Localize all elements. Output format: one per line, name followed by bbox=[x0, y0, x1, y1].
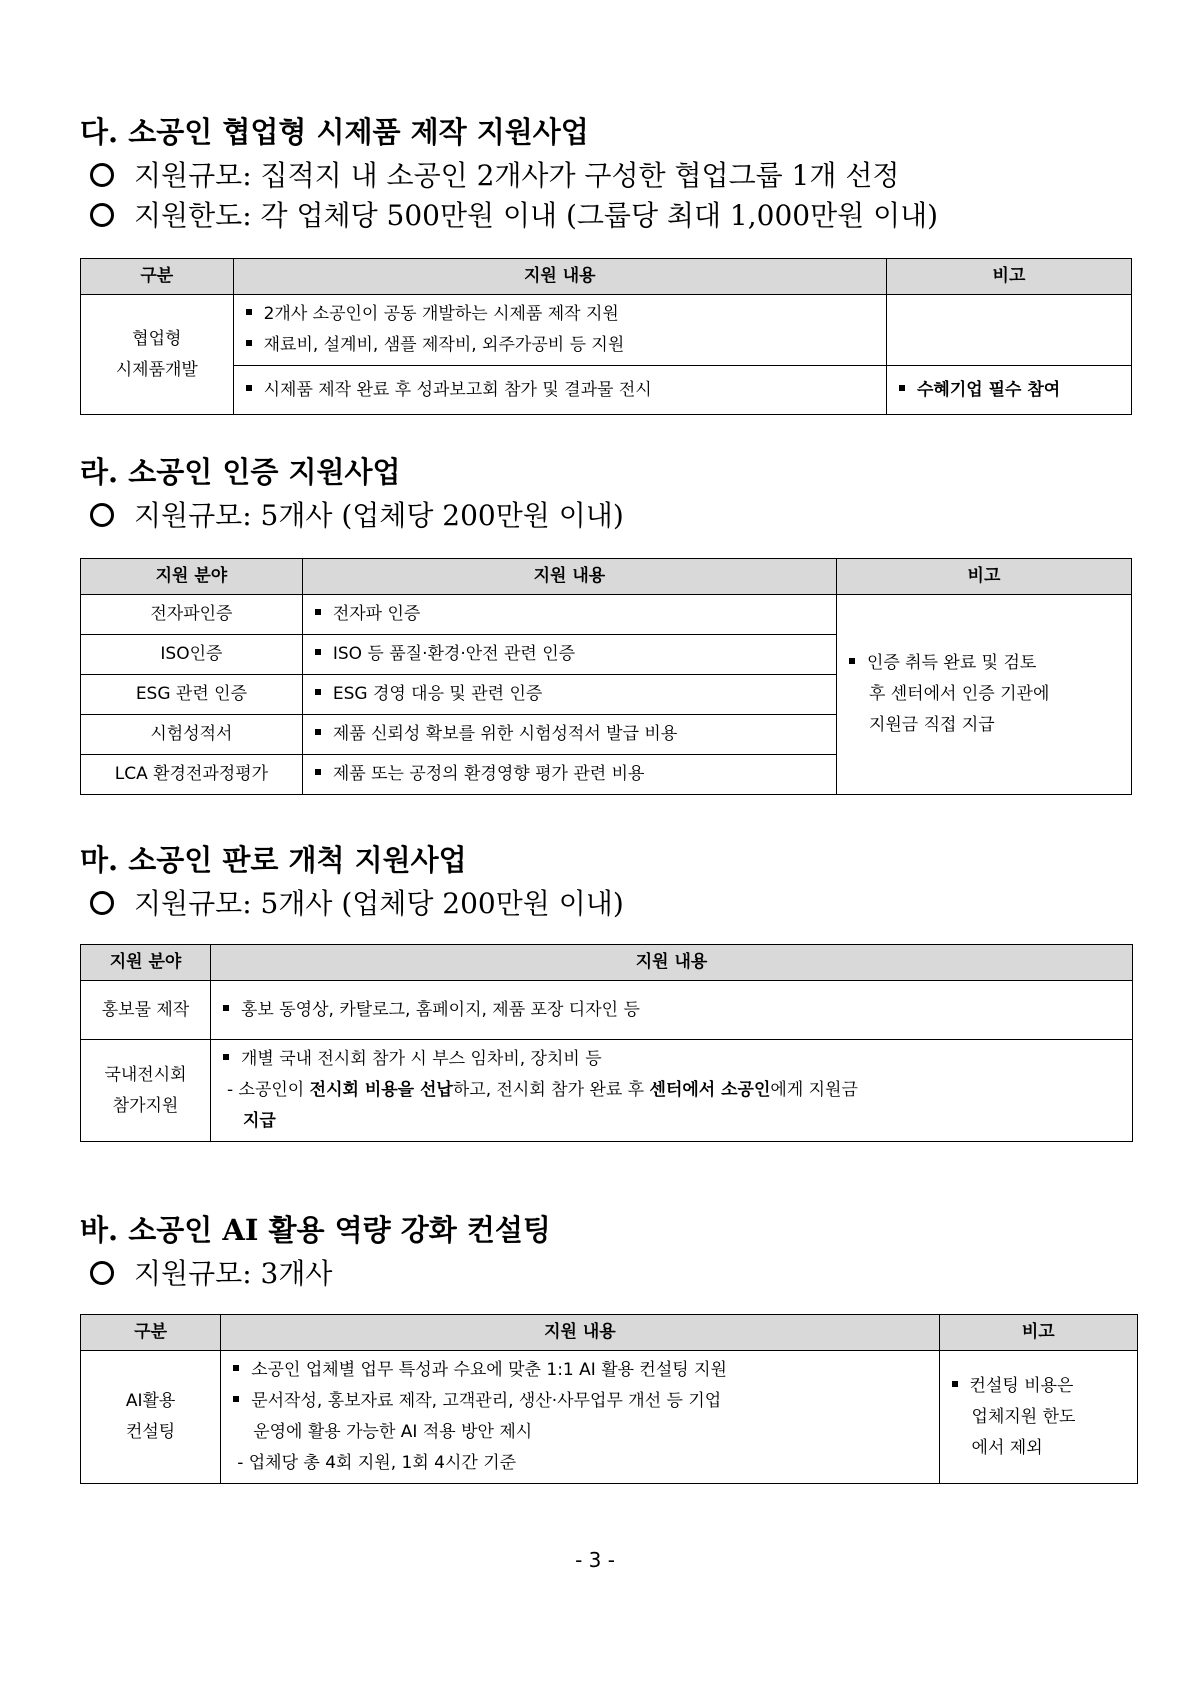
note-cell: 컨설팅 비용은 업체지원 한도 에서 제외 bbox=[939, 1351, 1137, 1484]
section-ma bbox=[80, 840, 624, 924]
note-cell: 수혜기업 필수 참여 bbox=[886, 366, 1131, 415]
field-cell: 전자파인증 bbox=[81, 595, 303, 635]
header-cell: 지원 분야 bbox=[81, 945, 211, 981]
row-label: AI활용 컨설팅 bbox=[81, 1351, 221, 1484]
square-bullet-icon bbox=[233, 1396, 239, 1402]
bullet-line: 지원규모: 3개사 bbox=[80, 1254, 551, 1294]
header-cell: 지원 내용 bbox=[211, 945, 1133, 981]
content-cell bbox=[233, 366, 886, 415]
square-bullet-icon bbox=[233, 1365, 239, 1371]
content-cell: 제품 신뢰성 확보를 위한 시험성적서 발급 비용 bbox=[302, 715, 836, 755]
bullet-line: 지원규모: 5개사 (업체당 200만원 이내) bbox=[80, 496, 624, 536]
circle-bullet-icon bbox=[90, 891, 114, 915]
square-bullet-icon bbox=[246, 385, 252, 391]
square-bullet-icon bbox=[952, 1381, 958, 1387]
square-bullet-icon bbox=[223, 1005, 229, 1011]
header-cell: 지원 내용 bbox=[302, 559, 836, 595]
table-ma bbox=[80, 944, 1133, 1142]
section-ra bbox=[80, 452, 624, 536]
square-bullet-icon bbox=[246, 309, 252, 315]
square-bullet-icon bbox=[849, 658, 855, 664]
header-cell: 지원 내용 bbox=[221, 1315, 939, 1351]
square-bullet-icon bbox=[315, 689, 321, 695]
content-cell: 개별 국내 전시회 참가 시 부스 임차비, 장치비 등 - 소공인이 전시회 비용을 선납하고, 전시회 참가 완료 후 센터에서 소공인에게 지원금 지급 bbox=[211, 1040, 1133, 1142]
section-title: 바. 소공인 AI 활용 역량 강화 컨설팅 bbox=[80, 1213, 551, 1247]
list-item: 2개사 소공인이 공동 개발하는 시제품 제작 지원 bbox=[242, 299, 878, 330]
field-cell: 홍보물 제작 bbox=[81, 981, 211, 1040]
header-cell: 지원 내용 bbox=[233, 259, 886, 295]
section-ba bbox=[80, 1210, 551, 1294]
content-cell: ISO 등 품질·환경·안전 관련 인증 bbox=[302, 635, 836, 675]
table-ra bbox=[80, 558, 1132, 795]
table-da bbox=[80, 258, 1132, 415]
header-cell: 지원 분야 bbox=[81, 559, 303, 595]
table-ba bbox=[80, 1314, 1138, 1484]
content-cell: 제품 또는 공정의 환경영향 평가 관련 비용 bbox=[302, 755, 836, 795]
field-cell: LCA 환경전과정평가 bbox=[81, 755, 303, 795]
header-cell: 비고 bbox=[939, 1315, 1137, 1351]
field-cell: ESG 관련 인증 bbox=[81, 675, 303, 715]
section-title: 다. 소공인 협업형 시제품 제작 지원사업 bbox=[80, 115, 589, 149]
section-title: 라. 소공인 인증 지원사업 bbox=[80, 455, 401, 489]
square-bullet-icon bbox=[223, 1054, 229, 1060]
square-bullet-icon bbox=[246, 340, 252, 346]
bullet-line: 지원한도: 각 업체당 500만원 이내 (그룹당 최대 1,000만원 이내) bbox=[80, 196, 938, 236]
section-da bbox=[80, 112, 938, 236]
page-number: - 3 - bbox=[575, 1548, 615, 1572]
list-item: 재료비, 설계비, 샘플 제작비, 외주가공비 등 지원 bbox=[242, 330, 878, 361]
square-bullet-icon bbox=[315, 729, 321, 735]
section-title: 마. 소공인 판로 개척 지원사업 bbox=[80, 843, 467, 877]
square-bullet-icon bbox=[315, 649, 321, 655]
field-cell: 시험성적서 bbox=[81, 715, 303, 755]
note-cell: 인증 취득 완료 및 검토 후 센터에서 인증 기관에 지원금 직접 지급 bbox=[836, 595, 1131, 795]
bullet-line: 지원규모: 5개사 (업체당 200만원 이내) bbox=[80, 884, 624, 924]
header-cell: 비고 bbox=[836, 559, 1131, 595]
header-cell: 구분 bbox=[81, 259, 234, 295]
note-cell bbox=[886, 295, 1131, 366]
circle-bullet-icon bbox=[90, 163, 114, 187]
content-cell: 전자파 인증 bbox=[302, 595, 836, 635]
content-cell: 소공인 업체별 업무 특성과 수요에 맞춘 1:1 AI 활용 컨설팅 지원 문서작성, 홍보자료 제작, 고객관리, 생산·사무업무 개선 등 기업 운영에 활용 가능한 AI 적용 방안 제시 - 업체당 총 4회 지원, 1회 4시간 기준 bbox=[221, 1351, 939, 1484]
row-label: 협업형 시제품개발 bbox=[81, 295, 234, 415]
bullet-line: 지원규모: 집적지 내 소공인 2개사가 구성한 협업그룹 1개 선정 bbox=[80, 156, 938, 196]
square-bullet-icon bbox=[899, 385, 905, 391]
square-bullet-icon bbox=[315, 609, 321, 615]
list-item: 시제품 제작 완료 후 성과보고회 참가 및 결과물 전시 bbox=[242, 375, 878, 406]
circle-bullet-icon bbox=[90, 503, 114, 527]
content-cell: ESG 경영 대응 및 관련 인증 bbox=[302, 675, 836, 715]
content-cell bbox=[233, 295, 886, 366]
header-cell: 구분 bbox=[81, 1315, 221, 1351]
content-cell: 홍보 동영상, 카탈로그, 홈페이지, 제품 포장 디자인 등 bbox=[211, 981, 1133, 1040]
circle-bullet-icon bbox=[90, 203, 114, 227]
header-cell: 비고 bbox=[886, 259, 1131, 295]
circle-bullet-icon bbox=[90, 1261, 114, 1285]
square-bullet-icon bbox=[315, 769, 321, 775]
field-cell: 국내전시회 참가지원 bbox=[81, 1040, 211, 1142]
field-cell: ISO인증 bbox=[81, 635, 303, 675]
